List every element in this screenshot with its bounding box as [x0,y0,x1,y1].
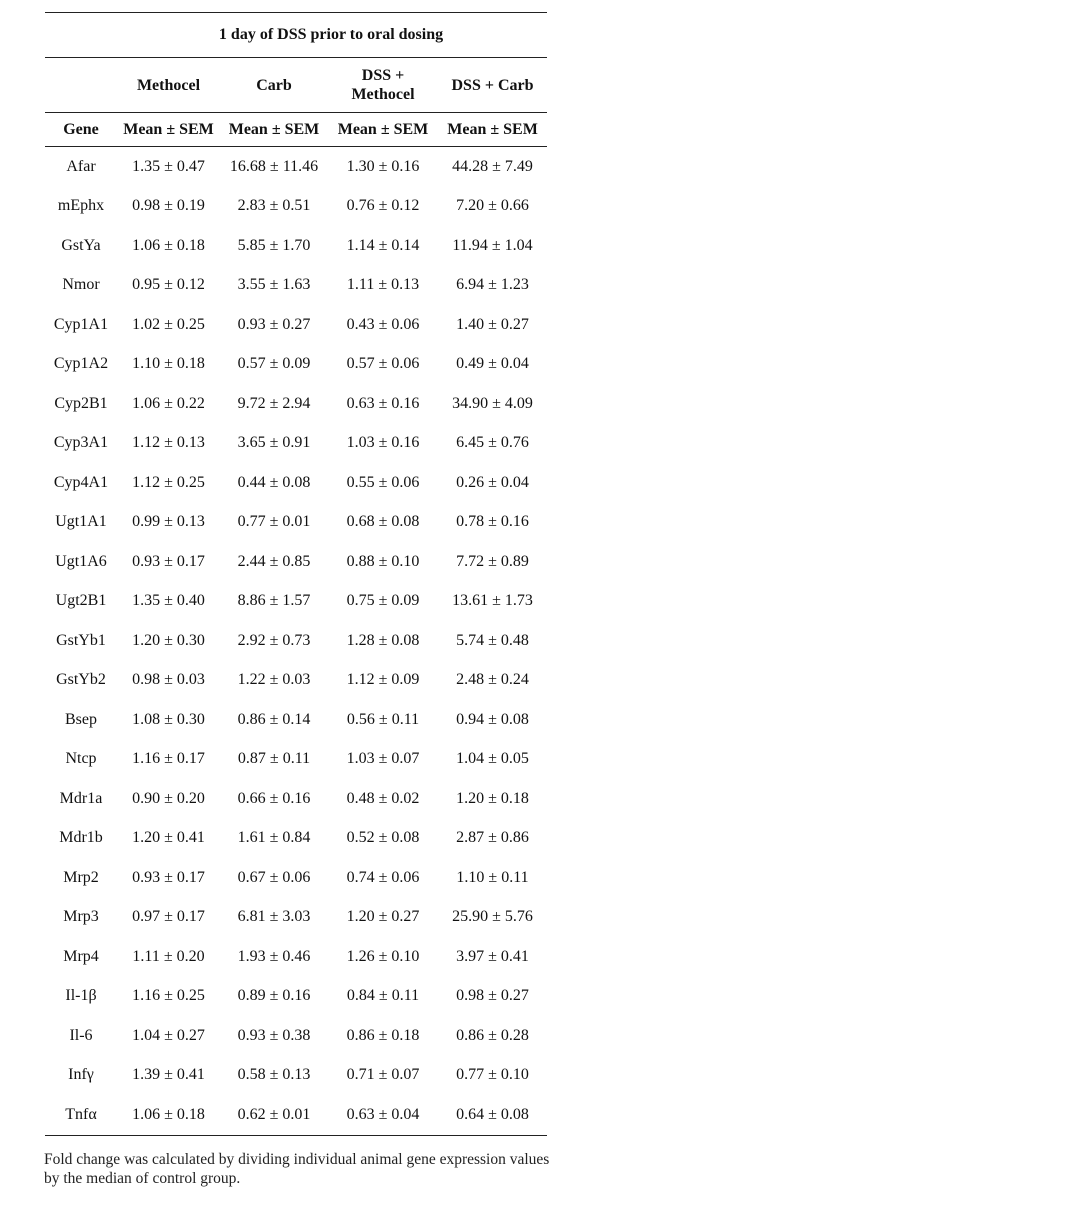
mean-sem-cell: 0.48 ± 0.02 [346,789,420,807]
mean-sem-cell: 0.67 ± 0.06 [237,868,311,886]
mean-sem-cell: 1.26 ± 0.10 [346,947,420,965]
table-row [45,779,547,819]
mean-sem-cell: 0.89 ± 0.16 [237,987,311,1005]
mean-sem-cell: 1.93 ± 0.46 [237,947,311,965]
table-row [45,898,547,938]
mean-sem-cell: 1.06 ± 0.18 [117,1095,220,1135]
mean-sem-cell: 0.93 ± 0.17 [132,868,205,886]
gene-name-cell: Ugt1A6 [55,552,107,570]
mean-sem-cell: 0.57 ± 0.06 [346,355,420,373]
mean-sem-cell: 44.28 ± 7.49 [452,157,533,175]
mean-sem-cell: 0.55 ± 0.06 [346,473,420,491]
gene-name-cell: mEphx [57,197,105,215]
table-row [45,147,547,187]
mean-sem-cell: 1.12 ± 0.13 [132,434,205,452]
mean-sem-cell: 0.93 ± 0.17 [132,552,205,570]
table-row [45,621,547,661]
mean-sem-cell: 7.20 ± 0.66 [456,197,529,215]
stat-header-row [45,113,547,147]
mean-sem-cell: 1.30 ± 0.16 [346,157,420,175]
mean-sem-cell: 1.20 ± 0.27 [346,908,420,926]
mean-sem-cell: 1.03 ± 0.16 [346,434,420,452]
mean-sem-cell: 7.72 ± 0.89 [456,552,529,570]
table-row [45,740,547,780]
gene-name-cell: Tnfα [45,1095,117,1135]
table-row [45,977,547,1017]
mean-sem-cell: 1.35 ± 0.40 [132,592,205,610]
mean-sem-cell: 0.75 ± 0.09 [346,592,420,610]
table-row [45,266,547,306]
group-header: DSS + Methocel [328,58,438,113]
gene-name-cell: Mdr1a [59,789,103,807]
table-row [45,582,547,622]
mean-sem-cell: 0.86 ± 0.18 [346,1026,420,1044]
gene-name-cell: Ugt2B1 [55,592,107,610]
mean-sem-cell: 0.94 ± 0.08 [456,710,529,728]
gene-name-cell: Il-6 [69,1026,93,1044]
table-row [45,937,547,977]
mean-sem-cell: 0.63 ± 0.04 [328,1095,438,1135]
mean-sem-cell: 0.95 ± 0.12 [132,276,205,294]
gene-name-cell: Ntcp [65,750,97,768]
mean-sem-cell: 1.04 ± 0.27 [132,1026,205,1044]
mean-sem-cell: 5.85 ± 1.70 [237,236,311,254]
mean-sem-cell: 1.11 ± 0.13 [346,276,420,294]
table-row [45,542,547,582]
gene-name-cell: Ugt1A1 [55,513,107,531]
mean-sem-cell: 0.78 ± 0.16 [456,513,529,531]
mean-sem-header: Mean ± SEM [117,113,220,147]
group-header: Methocel [117,58,220,113]
mean-sem-cell: 1.40 ± 0.27 [456,315,529,333]
mean-sem-cell: 0.57 ± 0.09 [237,355,311,373]
mean-sem-cell: 0.99 ± 0.13 [132,513,205,531]
gene-name-cell: Il-1β [65,987,97,1005]
mean-sem-cell: 0.98 ± 0.19 [132,197,205,215]
table-title-row [45,13,547,58]
gene-name-cell: Afar [66,157,96,175]
gene-name-cell: Cyp3A1 [53,434,109,452]
gene-expression-table [45,12,547,1136]
group-header: Carb [220,58,328,113]
table-body [45,147,547,1136]
table-row [45,700,547,740]
gene-name-cell: Mrp3 [63,908,99,926]
gene-name-cell: Nmor [62,276,100,294]
table-footnote: Fold change was calculated by dividing individual animal gene expression values by the median of control group. [44,1151,550,1187]
mean-sem-cell: 0.88 ± 0.10 [346,552,420,570]
mean-sem-cell: 1.35 ± 0.47 [132,157,205,175]
mean-sem-cell: 34.90 ± 4.09 [452,394,533,412]
mean-sem-cell: 1.03 ± 0.07 [346,750,420,768]
mean-sem-cell: 0.56 ± 0.11 [346,710,420,728]
group-header: DSS + Carb [438,58,547,113]
gene-name-cell: Infγ [68,1066,94,1084]
group-header-row [45,58,547,113]
mean-sem-cell: 1.08 ± 0.30 [132,710,205,728]
mean-sem-cell: 1.39 ± 0.41 [132,1066,205,1084]
mean-sem-cell: 0.90 ± 0.20 [132,789,205,807]
gene-name-cell: Mdr1b [59,829,103,847]
mean-sem-cell: 0.58 ± 0.13 [237,1066,311,1084]
mean-sem-cell: 1.12 ± 0.09 [346,671,420,689]
table-row [45,1016,547,1056]
mean-sem-cell: 3.65 ± 0.91 [237,434,311,452]
table-row [45,1056,547,1096]
mean-sem-cell: 0.44 ± 0.08 [237,473,311,491]
table-row [45,503,547,543]
mean-sem-cell: 3.97 ± 0.41 [456,947,529,965]
table-row [45,858,547,898]
table-row [45,226,547,266]
group-header-blank [45,58,117,113]
gene-name-cell: GstYa [61,236,101,254]
mean-sem-cell: 0.74 ± 0.06 [346,868,420,886]
mean-sem-cell: 0.26 ± 0.04 [456,473,529,491]
mean-sem-cell: 1.16 ± 0.25 [132,987,205,1005]
mean-sem-cell: 1.10 ± 0.11 [456,868,529,886]
gene-name-cell: Cyp1A1 [53,315,109,333]
mean-sem-cell: 0.66 ± 0.16 [237,789,311,807]
gene-name-cell: Mrp2 [63,868,99,886]
mean-sem-cell: 2.44 ± 0.85 [237,552,311,570]
mean-sem-cell: 0.62 ± 0.01 [220,1095,328,1135]
mean-sem-cell: 0.77 ± 0.10 [456,1066,529,1084]
mean-sem-cell: 0.68 ± 0.08 [346,513,420,531]
mean-sem-cell: 1.12 ± 0.25 [132,473,205,491]
table-row [45,345,547,385]
mean-sem-cell: 1.20 ± 0.18 [456,789,529,807]
gene-name-cell: Cyp1A2 [53,355,109,373]
mean-sem-cell: 0.77 ± 0.01 [237,513,311,531]
mean-sem-cell: 1.14 ± 0.14 [346,236,420,254]
mean-sem-cell: 0.84 ± 0.11 [346,987,420,1005]
table-row [45,819,547,859]
mean-sem-cell: 1.02 ± 0.25 [132,315,205,333]
mean-sem-cell: 6.45 ± 0.76 [456,434,529,452]
mean-sem-cell: 1.20 ± 0.41 [132,829,205,847]
mean-sem-cell: 2.92 ± 0.73 [237,631,311,649]
mean-sem-cell: 0.86 ± 0.14 [237,710,311,728]
mean-sem-cell: 0.93 ± 0.27 [237,315,311,333]
gene-name-cell: Bsep [65,710,97,728]
mean-sem-cell: 9.72 ± 2.94 [237,394,311,412]
table-title: 1 day of DSS prior to oral dosing [218,26,444,43]
table-row [45,661,547,701]
mean-sem-cell: 1.10 ± 0.18 [132,355,205,373]
gene-column-header: Gene [45,113,117,147]
gene-expression-table-container [45,12,547,1136]
gene-name-cell: GstYb2 [56,671,106,689]
mean-sem-cell: 1.16 ± 0.17 [132,750,205,768]
mean-sem-cell: 2.48 ± 0.24 [456,671,529,689]
mean-sem-cell: 1.20 ± 0.30 [132,631,205,649]
table-row [45,305,547,345]
mean-sem-header: Mean ± SEM [328,113,438,147]
mean-sem-cell: 16.68 ± 11.46 [229,157,319,175]
mean-sem-header: Mean ± SEM [438,113,547,147]
mean-sem-cell: 2.83 ± 0.51 [237,197,311,215]
mean-sem-cell: 0.63 ± 0.16 [346,394,420,412]
mean-sem-cell: 0.76 ± 0.12 [346,197,420,215]
mean-sem-cell: 1.61 ± 0.84 [237,829,311,847]
mean-sem-cell: 2.87 ± 0.86 [456,829,529,847]
mean-sem-cell: 8.86 ± 1.57 [237,592,311,610]
mean-sem-cell: 0.64 ± 0.08 [438,1095,547,1135]
mean-sem-cell: 0.87 ± 0.11 [237,750,311,768]
mean-sem-cell: 13.61 ± 1.73 [452,592,533,610]
mean-sem-cell: 1.06 ± 0.18 [132,236,205,254]
mean-sem-cell: 0.86 ± 0.28 [456,1026,529,1044]
mean-sem-cell: 3.55 ± 1.63 [237,276,311,294]
mean-sem-cell: 11.94 ± 1.04 [452,236,533,254]
gene-name-cell: Mrp4 [63,947,99,965]
gene-name-cell: Cyp2B1 [54,394,108,412]
mean-sem-cell: 0.49 ± 0.04 [456,355,529,373]
table-row [45,187,547,227]
mean-sem-cell: 6.94 ± 1.23 [456,276,529,294]
gene-name-cell: GstYb1 [56,631,106,649]
mean-sem-cell: 0.97 ± 0.17 [132,908,205,926]
gene-name-cell: Cyp4A1 [53,473,109,491]
table-row [45,1095,547,1135]
table-row [45,384,547,424]
mean-sem-cell: 5.74 ± 0.48 [456,631,529,649]
mean-sem-cell: 1.22 ± 0.03 [237,671,311,689]
mean-sem-cell: 0.98 ± 0.27 [456,987,529,1005]
mean-sem-cell: 1.06 ± 0.22 [132,394,205,412]
mean-sem-cell: 0.98 ± 0.03 [132,671,205,689]
mean-sem-cell: 1.28 ± 0.08 [346,631,420,649]
mean-sem-cell: 0.71 ± 0.07 [346,1066,420,1084]
mean-sem-cell: 25.90 ± 5.76 [452,908,533,926]
mean-sem-cell: 0.93 ± 0.38 [237,1026,311,1044]
mean-sem-cell: 1.04 ± 0.05 [456,750,529,768]
mean-sem-cell: 0.43 ± 0.06 [346,315,420,333]
table-row [45,463,547,503]
mean-sem-cell: 0.52 ± 0.08 [346,829,420,847]
mean-sem-cell: 1.11 ± 0.20 [132,947,205,965]
table-row [45,424,547,464]
mean-sem-cell: 6.81 ± 3.03 [237,908,311,926]
table-title-cell [45,13,547,58]
mean-sem-header: Mean ± SEM [220,113,328,147]
